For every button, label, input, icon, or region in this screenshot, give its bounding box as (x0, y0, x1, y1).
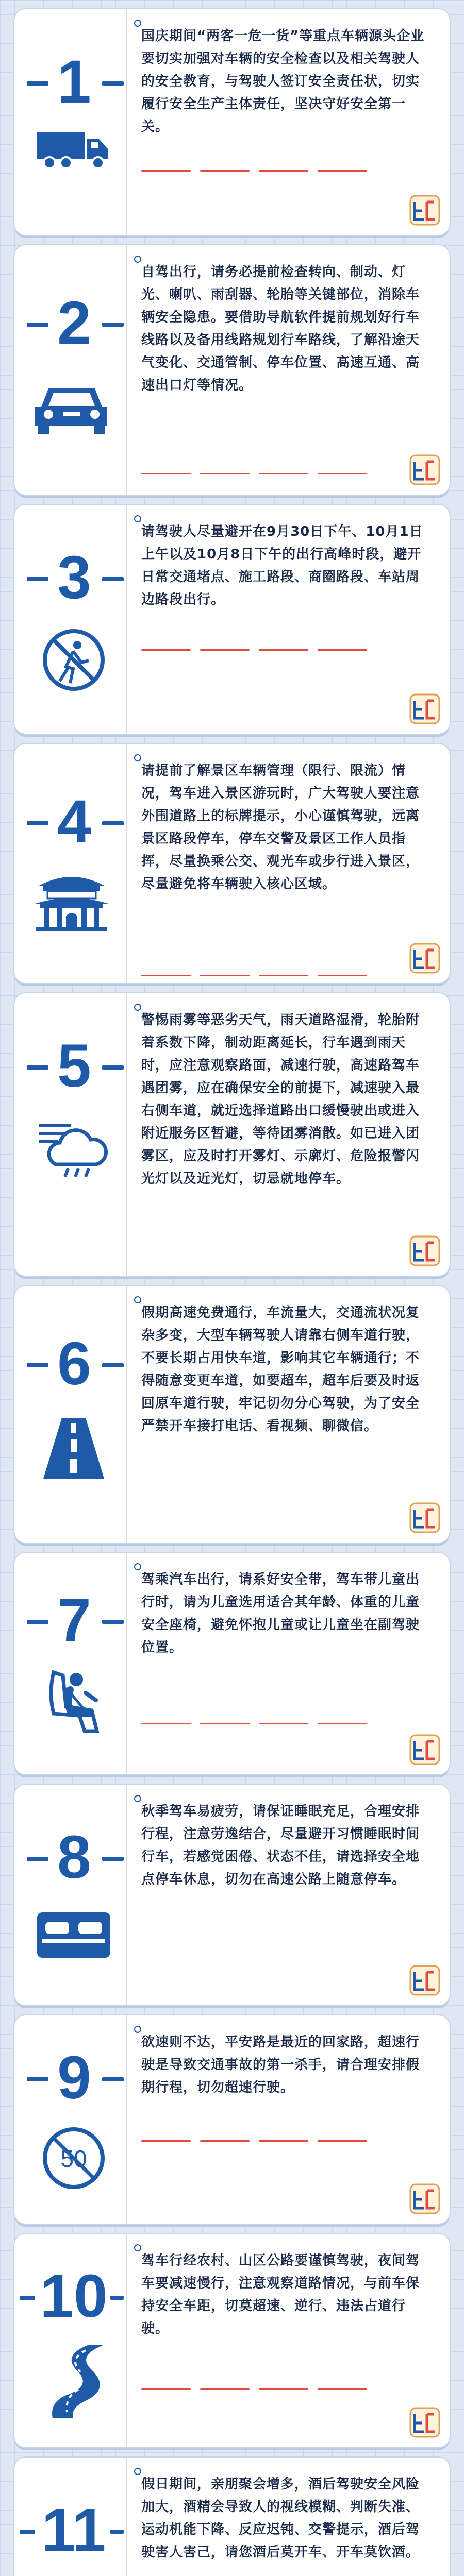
book-icon (409, 2183, 440, 2214)
tip-card-4 (14, 744, 450, 983)
bullet-dot (134, 1795, 141, 1802)
tip-card-11 (14, 2458, 450, 2576)
card-divider (126, 1785, 127, 2005)
number-dash (27, 1857, 48, 1861)
tip-text: 驾车行经农村、山区公路要谨慎驾驶，夜间驾车要减速慢行，注意观察道路情况，与前车保持安全车距，切莫超速、逆行、违法占道行驶。 (141, 2253, 420, 2336)
tip-card-2 (14, 245, 450, 495)
number-dash (27, 323, 48, 327)
road-icon (40, 1415, 107, 1482)
tip-number: 8 (57, 1823, 91, 1891)
red-dash-line (141, 643, 376, 645)
card-divider (126, 2234, 127, 2447)
tip-card-8 (14, 1785, 450, 2005)
tip-number: 5 (57, 1032, 91, 1100)
speed-limit-number: 50 (60, 2145, 87, 2172)
book-icon (409, 693, 440, 724)
tip-card-6 (14, 1286, 450, 1543)
book-icon (409, 195, 440, 226)
temple-icon (33, 871, 110, 933)
speed-limit-icon (40, 2125, 107, 2192)
bullet-dot (134, 2244, 141, 2251)
tip-text: 欲速则不达，平安路是最近的回家路，超速行驶是导致交通事故的第一杀手，请合理安排假期行程，切勿超速行驶。 (141, 2035, 420, 2095)
book-icon (409, 943, 440, 974)
tip-card-3 (14, 505, 450, 734)
tip-text: 秋季驾车易疲劳，请保证睡眠充足，合理安排行程，注意劳逸结合，尽量避开习惯睡眠时间行车，若感觉困倦、状态不佳，请选择安全地点停车休息，切勿在高速公路上随意停车。 (141, 1804, 420, 1887)
number-dash (20, 2530, 35, 2534)
bullet-dot (134, 515, 141, 522)
number-dash (102, 323, 124, 327)
card-divider (126, 744, 127, 983)
tip-text: 驾乘汽车出行，请系好安全带，驾车带儿童出行时，请为儿童选用适合其年龄、体重的儿童安全座椅，避免怀抱儿童或让儿童坐在副驾驶位置。 (141, 1572, 420, 1655)
number-dash (27, 81, 48, 86)
tip-text: 假日期间，亲朋聚会增多，酒后驾驶安全风险加大，酒精会导致人的视线模糊、判断失准、运动机能下降、反应迟钝、交警提示，酒后驾驶害人害己，请您酒后莫开车、开车莫饮酒。 (141, 2477, 420, 2560)
tip-number: 11 (41, 2496, 106, 2564)
tip-text: 请驾驶人尽量避开在9月30日下午、10月1日上午以及10月8日下午的出行高峰时段，避开日常交通堵点、施工路段、商圈路段、车站周边路段出行。 (141, 524, 423, 607)
red-dash-line (141, 2134, 376, 2136)
card-divider (126, 245, 127, 495)
card-divider (126, 993, 127, 1276)
book-icon (409, 2407, 440, 2438)
number-dash (110, 2530, 124, 2534)
number-dash (27, 577, 48, 581)
book-icon (409, 1965, 440, 1996)
bullet-dot (134, 20, 141, 27)
red-dash-line (141, 164, 376, 165)
book-icon (409, 1734, 440, 1765)
card-divider (126, 505, 127, 734)
tip-number: 2 (57, 289, 91, 357)
bullet-dot (134, 2026, 141, 2033)
tip-card-5 (14, 993, 450, 1276)
book-icon (409, 1235, 440, 1266)
book-icon (409, 1502, 440, 1533)
book-icon (409, 454, 440, 485)
card-divider (126, 2015, 127, 2224)
number-dash (27, 1363, 48, 1367)
tip-number: 4 (57, 788, 91, 856)
card-divider (126, 1553, 127, 1774)
tip-number: 6 (57, 1330, 91, 1398)
number-dash (102, 1363, 124, 1367)
number-dash (27, 2077, 48, 2081)
rain-cloud-icon (35, 1115, 112, 1182)
number-dash (102, 1065, 124, 1070)
tip-text: 警惕雨雾等恶劣天气，雨天道路湿滑，轮胎附着系数下降，制动距离延长，行车遇到雨天时，应注意观察路面，减速行驶，高速路驾车遇团雾，应在确保安全的前提下，减速驶入最右侧车道，就近选择道路出口缓慢驶出或进入附近服务区暂避，等待团雾消散。如已进入团雾区，应及时打开雾灯、示廓灯、危险报警闪光灯以及近光灯，切忌就地停车。 (141, 1012, 420, 1187)
bullet-dot (134, 256, 141, 263)
tip-text: 假期高速免费通行，车流量大，交通流状况复杂多变，大型车辆驾驶人请靠右侧车道行驶，不要长期占用快车道，影响其它车辆通行；不得随意变更车道，如要超车，超车后要及时返回原车道行驶，牢记切勿分心驾驶，为了安全严禁开车接打电话、看视频、聊微信。 (141, 1305, 420, 1434)
number-dash (102, 1857, 124, 1861)
tip-text: 请提前了解景区车辆管理（限行、限流）情况，驾车进入景区游玩时，广大驾驶人要注意外围道路上的标牌提示，小心谨慎驾驶，远离景区路段停车，停车交警及景区工作人员指挥，尽量换乘公交、观光车或步行进入景区，尽量避免将车辆驶入核心区域。 (141, 763, 420, 892)
bullet-dot (134, 1004, 141, 1011)
number-dash (110, 2296, 124, 2300)
no-traffic-icon (40, 626, 107, 693)
number-dash (20, 2296, 35, 2300)
tip-card-1 (14, 9, 450, 235)
tip-text: 国庆期间“两客一危一货”等重点车辆源头企业要切实加强对车辆的安全检查以及相关驾驶人的安全教育，与驾驶人签订安全责任状，切实履行安全生产主体责任，坚决守好安全第一关。 (141, 28, 425, 134)
tip-text: 自驾出行，请务必提前检查转向、制动、灯光、喇叭、雨刮器、轮胎等关键部位，消除车辆安全隐患。要借助导航软件提前规划好行车线路以及备用线路规划行车路线，了解沿途天气变化、交通管制、停车位置、高速互通、高速出口灯等情况。 (141, 264, 420, 393)
bullet-dot (134, 754, 141, 761)
card-divider (126, 2458, 127, 2576)
tip-number: 9 (57, 2044, 91, 2112)
bed-icon (35, 1908, 112, 1960)
seatbelt-icon (38, 1667, 110, 1734)
red-dash-line (141, 1717, 376, 1718)
tip-card-7 (14, 1553, 450, 1774)
car-icon (33, 378, 110, 435)
bullet-dot (134, 1296, 141, 1303)
winding-road-icon (43, 2343, 105, 2420)
bullet-dot (134, 2468, 141, 2475)
truck-icon (35, 127, 112, 173)
number-dash (27, 1065, 48, 1070)
number-dash (102, 1620, 124, 1624)
red-dash-line (141, 969, 376, 970)
number-dash (102, 577, 124, 581)
card-divider (126, 9, 127, 235)
tip-number: 3 (57, 544, 91, 612)
number-dash (102, 81, 124, 86)
tip-number: 10 (40, 2262, 108, 2330)
card-divider (126, 1286, 127, 1543)
tip-card-9 (14, 2015, 450, 2224)
number-dash (102, 2077, 124, 2081)
number-dash (102, 821, 124, 825)
number-dash (27, 821, 48, 825)
tip-number: 1 (57, 48, 91, 116)
number-dash (27, 1620, 48, 1624)
tip-number: 7 (57, 1586, 91, 1654)
tip-card-10 (14, 2234, 450, 2447)
bullet-dot (134, 1563, 141, 1570)
red-dash-line (141, 2382, 376, 2384)
red-dash-line (141, 467, 376, 468)
